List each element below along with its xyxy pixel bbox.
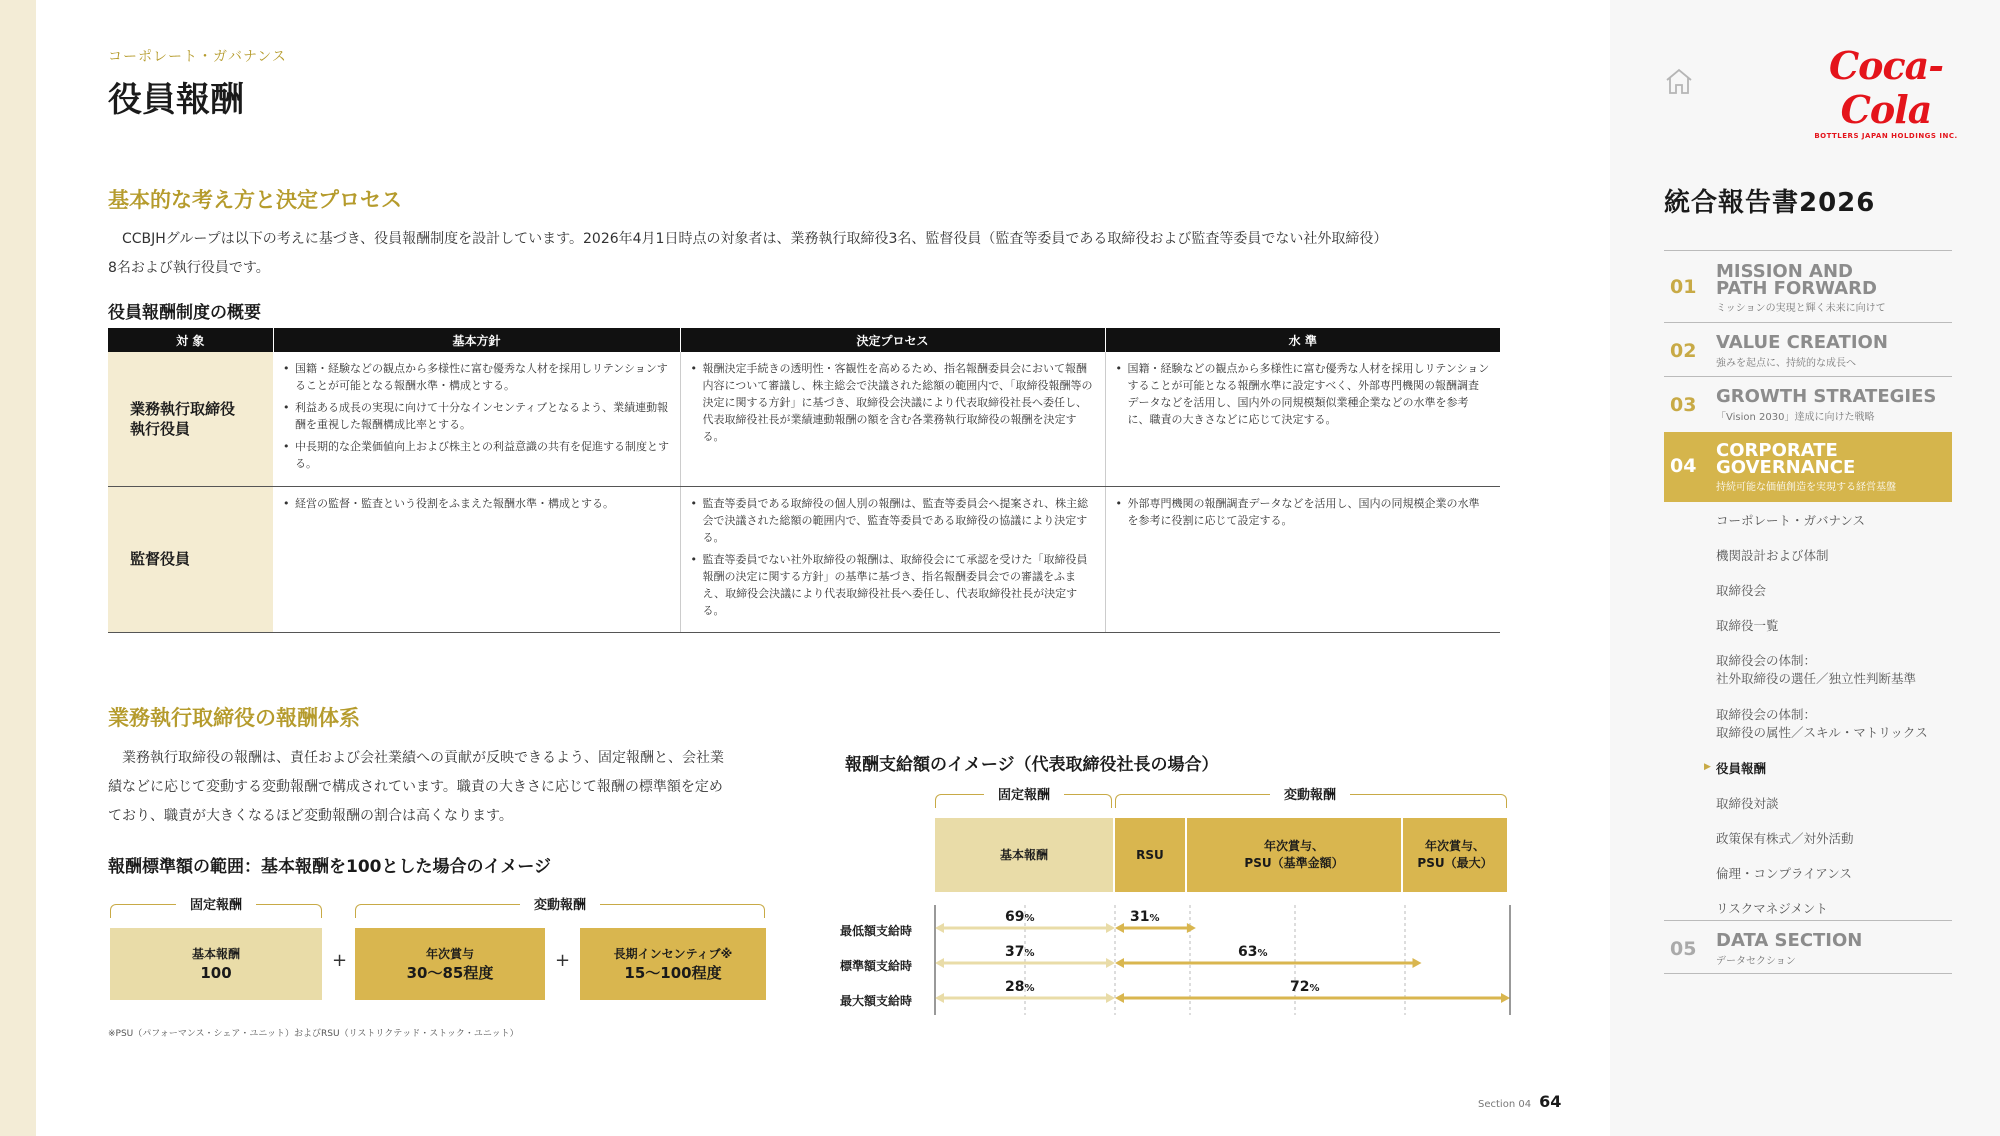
lti-value: 15〜100程度 (624, 964, 722, 982)
sidebar-subitem[interactable]: 社外取締役の選任／独立性判断基準 (1716, 671, 1917, 686)
table-header-policy: 基本方針 (273, 328, 680, 352)
chart-variable-label: 変動報酬 (1270, 784, 1350, 803)
sidebar-item-label: GROWTH STRATEGIES (1716, 386, 1937, 407)
page-section-label: Section 04 (1478, 1099, 1532, 1110)
left-margin-strip (0, 0, 36, 1136)
sidebar-subitem[interactable]: 機関設計および体制 (1716, 548, 1829, 563)
pct-max-variable: 72% (1290, 979, 1320, 995)
fixed-pay-arrow-head (1106, 993, 1115, 1003)
fixed-pay-arrow-head (1106, 958, 1115, 968)
component-bonus-label: 年次賞与、 (1263, 839, 1324, 853)
fixed-bracket-label: 固定報酬 (176, 894, 256, 913)
sidebar-item-mission[interactable] (1664, 250, 1952, 322)
row1-level-cell (1105, 352, 1500, 486)
section-eyebrow: コーポレート・ガバナンス (108, 49, 287, 65)
row2-level-cell (1105, 486, 1500, 632)
page-number-value: 64 (1539, 1092, 1562, 1111)
component-bonus-psu-max (1403, 818, 1507, 892)
sidebar-item-label: GOVERNANCE (1716, 457, 1856, 478)
fixed-pay-arrow-head (935, 958, 944, 968)
list-item: • 外部専門機関の報酬調査データなどを活用し、国内の同規模企業の水準を参考に役割に応じて設定する。 (1116, 495, 1491, 529)
list-item: • 監査等委員である取締役の個人別の報酬は、監査等委員会へ提案され、株主総会で決議された総額の範囲内で、監査等委員である取締役の協議により決定する。 (691, 495, 1095, 546)
variable-pay-arrow-head (1412, 958, 1421, 968)
comp-paragraph-line3: ており、職責が大きくなるほど変動報酬の割合は高くなります。 (108, 808, 513, 824)
list-item: • 監査等委員でない社外取締役の報酬は、取締役会にて承認を受けた「取締役員報酬の決定に関する方針」の基準に基づき、指名報酬委員会での審議をふまえ、取締役会決議により代表取締役社長へ委任し、代表取締役社長が決定する。 (691, 551, 1095, 619)
sidebar-item-label: CORPORATE (1716, 440, 1838, 461)
plus-sign: + (555, 950, 571, 971)
sidebar-item-label: PATH FORWARD (1716, 278, 1877, 299)
sidebar-item-sublabel: 持続可能な価値創造を実現する経営基盤 (1716, 482, 1896, 493)
row-label-maximum: 最大額支給時 (840, 994, 913, 1008)
component-base-pay-label: 基本報酬 (999, 847, 1048, 862)
sidebar-subitem[interactable]: コーポレート・ガバナンス (1716, 513, 1866, 528)
sidebar-item-number: 03 (1670, 394, 1697, 416)
sidebar-item-value-creation[interactable] (1664, 322, 1952, 376)
base-pay-value: 100 (200, 964, 232, 982)
company-logo (1806, 44, 1966, 140)
row1-process-cell (680, 352, 1105, 486)
sidebar-item-number: 04 (1670, 455, 1697, 477)
fixed-pay-arrow-head (935, 923, 944, 933)
comp-paragraph-line1: 業務執行取締役の報酬は、責任および会社業績への貢献が反映できるよう、固定報酬と、会社業 (122, 750, 724, 766)
annual-bonus-box (355, 928, 545, 1000)
sidebar-subitem[interactable]: 取締役会 (1716, 583, 1767, 598)
pct-max-fixed: 28% (1005, 979, 1035, 995)
variable-pay-arrow-head (1187, 923, 1196, 933)
home-icon[interactable] (1664, 66, 1694, 96)
row-label-minimum: 最低額支給時 (840, 924, 913, 938)
component-bonus-max-label: 年次賞与、 (1424, 839, 1485, 853)
sidebar-item-data-section[interactable] (1664, 920, 1952, 974)
variable-pay-arrow-head (1115, 958, 1124, 968)
sidebar-item-sublabel: 強みを起点に、持続的な成長へ (1716, 358, 1856, 369)
sidebar-subitem[interactable]: 取締役会の体制： (1716, 653, 1817, 668)
logo-tagline: BOTTLERS JAPAN HOLDINGS INC. (1814, 132, 1958, 140)
sidebar-subitem-current[interactable]: 役員報酬 (1716, 761, 1767, 776)
list-item: • 国籍・経験などの観点から多様性に富む優秀な人材を採用しリテンションすることが可能となる報酬水準・構成とする。 (283, 360, 670, 394)
row-label-standard: 標準額支給時 (840, 959, 913, 973)
row-target-supervisory: 監督役員 (108, 486, 273, 632)
sidebar-item-corporate-governance[interactable] (1664, 432, 1952, 502)
sidebar-item-sublabel: ミッションの実現と輝く未来に向けて (1716, 303, 1886, 314)
fixed-pay-arrow-head (1106, 923, 1115, 933)
section-heading-basic-policy: 基本的な考え方と決定プロセス (108, 188, 402, 212)
lti-label: 長期インセンティブ※ (613, 947, 733, 961)
list-item: • 経営の監督・監査という役割をふまえた報酬水準・構成とする。 (283, 495, 670, 512)
annual-bonus-value: 30〜85程度 (406, 964, 494, 982)
row-target-line2: 執行役員 (130, 419, 191, 438)
component-bonus-psu-standard (1187, 818, 1401, 892)
page-number (1478, 1092, 1561, 1111)
table-header-target: 対 象 (108, 328, 273, 352)
report-title: 統合報告書2026 (1664, 188, 1876, 218)
component-psu-max-label: PSU（最大） (1417, 856, 1493, 870)
component-rsu (1115, 818, 1185, 892)
sidebar-item-sublabel: データセクション (1716, 956, 1796, 967)
base-pay-box (110, 928, 322, 1000)
sidebar-item-label: DATA SECTION (1716, 930, 1863, 951)
table-row (108, 486, 1500, 632)
logo-script: Coca-Cola (1828, 43, 1944, 132)
sidebar-item-label: MISSION AND (1716, 261, 1853, 282)
fixed-pay-arrow-head (935, 993, 944, 1003)
variable-bracket-label: 変動報酬 (520, 894, 600, 913)
intro-paragraph-line1: CCBJHグループは以下の考えに基づき、役員報酬制度を設計しています。2026年4月1日時点の対象者は、業務執行取締役3名、監督役員（監査等委員である取締役および監査等委員でない社外取締役） (122, 231, 1388, 247)
sidebar-item-label: VALUE CREATION (1716, 332, 1888, 353)
chart-title: 報酬支給額のイメージ（代表取締役社長の場合） (845, 755, 1219, 775)
sidebar-item-growth-strategies[interactable] (1664, 376, 1952, 430)
table-row (108, 352, 1500, 486)
sidebar-subitem[interactable]: 取締役の属性／スキル・マトリックス (1716, 725, 1928, 740)
pct-min-variable: 31% (1130, 909, 1160, 925)
sidebar-subitem[interactable]: 倫理・コンプライアンス (1716, 866, 1852, 881)
variable-pay-arrow-head (1501, 993, 1510, 1003)
row1-policy-cell (273, 352, 680, 486)
section-heading-executive-compensation: 業務執行取締役の報酬体系 (108, 706, 360, 730)
list-item: • 国籍・経験などの観点から多様性に富む優秀な人材を採用しリテンションすることが可能となる報酬水準に設定すべく、外部専門機関の報酬調査データなどを活用し、国内外の同規模類似業種企業などの水準を参考に、職責の大きさなどに応じて決定する。 (1116, 360, 1491, 428)
page-title: 役員報酬 (108, 80, 244, 120)
sidebar-subitem[interactable]: 取締役会の体制： (1716, 707, 1817, 722)
annual-bonus-label: 年次賞与 (425, 947, 474, 961)
row-target-line1: 業務執行取締役 (130, 399, 236, 418)
variable-pay-arrow-head (1115, 993, 1124, 1003)
sidebar-subitem[interactable]: 取締役一覧 (1716, 618, 1779, 633)
current-page-marker-icon: ▶ (1704, 762, 1711, 772)
component-rsu-label: RSU (1136, 847, 1164, 862)
list-item: • 中長期的な企業価値向上および株主との利益意識の共有を促進する制度とする。 (283, 438, 670, 472)
row-target-executive (108, 352, 273, 486)
row2-policy-cell (273, 486, 680, 632)
sidebar-item-number: 05 (1670, 938, 1697, 960)
sidebar-item-sublabel: 「Vision 2030」達成に向けた戦略 (1716, 412, 1875, 423)
component-base-pay (935, 818, 1113, 892)
list-item: • 報酬決定手続きの透明性・客観性を高めるため、指名報酬委員会において報酬内容について審議し、株主総会で決議された総額の範囲内で、「取締役報酬等の決定に関する方針」に基づき、取締役会決議により代表取締役社長へ委任し、代表取締役社長が業績連動報酬の額を含む各業務執行取締役の報酬を決定する。 (691, 360, 1095, 445)
comp-paragraph-line2: 績などに応じて変動する変動報酬で構成されています。職責の大きさに応じて報酬の標準額を定め (108, 779, 723, 795)
sidebar-item-number: 01 (1670, 276, 1697, 298)
base-pay-label: 基本報酬 (191, 947, 240, 961)
sidebar-subitem[interactable]: リスクマネジメント (1716, 901, 1828, 916)
table-header-level: 水 準 (1105, 328, 1500, 352)
compensation-overview-table (108, 328, 1500, 633)
long-term-incentive-box (580, 928, 766, 1000)
intro-paragraph-line2: 8名および執行役員です。 (108, 260, 270, 276)
plus-sign: + (332, 950, 348, 971)
component-psu-standard-label: PSU（基準金額） (1244, 856, 1344, 870)
sidebar-subitem[interactable]: 政策保有株式／対外活動 (1716, 831, 1854, 846)
variable-pay-arrow-head (1115, 923, 1124, 933)
row2-process-cell (680, 486, 1105, 632)
table-title: 役員報酬制度の概要 (108, 303, 261, 323)
chart-fixed-label: 固定報酬 (984, 784, 1064, 803)
pct-standard-variable: 63% (1238, 944, 1268, 960)
sidebar-subitem[interactable]: 取締役対談 (1716, 796, 1779, 811)
footnote: ※PSU（パフォーマンス・シェア・ユニット）およびRSU（リストリクテッド・ストック・ユニット） (108, 1029, 519, 1039)
pct-standard-fixed: 37% (1005, 944, 1035, 960)
list-item: • 利益ある成長の実現に向けて十分なインセンティブとなるよう、業績連動報酬を重視した報酬構成比率とする。 (283, 399, 670, 433)
range-diagram-title: 報酬標準額の範囲：基本報酬を100とした場合のイメージ (108, 857, 551, 877)
sidebar-item-number: 02 (1670, 340, 1697, 362)
table-header-process: 決定プロセス (680, 328, 1105, 352)
pct-min-fixed: 69% (1005, 909, 1035, 925)
